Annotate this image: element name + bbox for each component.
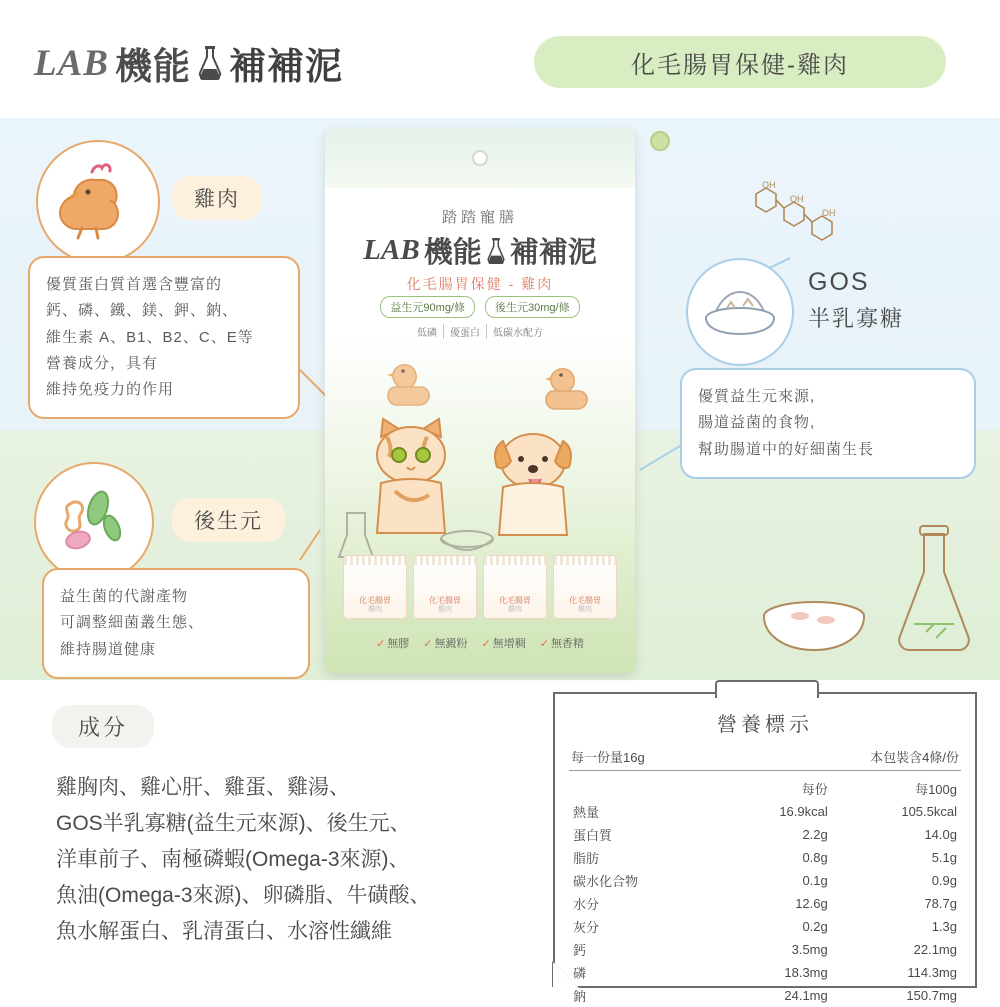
sachet-2 — [483, 555, 547, 619]
package-claims — [325, 635, 635, 651]
gos-line-3: 幫助腸道中的好細菌生長 — [698, 440, 875, 458]
postbiotics-callout — [42, 568, 310, 679]
chicken-line-1: 優質蛋白質首選含豐富的 — [46, 276, 223, 293]
sachet-title-0: 化毛腸胃 — [359, 595, 391, 605]
nutrition-row-8-name: 鈉 — [573, 989, 587, 1004]
check-icon: ✓ — [481, 638, 491, 650]
decorative-flask-icon — [892, 520, 982, 680]
package-title-lab: LAB — [363, 234, 420, 266]
gos-tag-line1: GOS — [808, 268, 870, 296]
package-title-func: 機能 — [423, 237, 482, 269]
sachet-sub-2: 雞肉 — [508, 606, 522, 613]
nutrition-row-3-100g: 0.9g — [931, 873, 957, 888]
nutrition-row-4-100g: 78.7g — [924, 896, 957, 911]
package-claim-2: ✓ 無增稠 — [481, 638, 526, 650]
ingredients-body — [56, 770, 556, 951]
svg-text:OH: OH — [790, 194, 804, 204]
nutrition-col-per-100g: 每100g — [915, 782, 957, 797]
table-row — [569, 869, 961, 892]
table-row — [569, 915, 961, 938]
nutrition-row-3-name: 碳水化合物 — [573, 874, 639, 889]
nutrition-row-7-name: 磷 — [573, 966, 587, 981]
nutrition-row-4-serving: 12.6g — [795, 896, 828, 911]
nutrition-row-6-100g: 22.1mg — [913, 942, 957, 957]
nutrition-card-tab — [715, 680, 819, 698]
sachet-title-3: 化毛腸胃 — [569, 595, 601, 605]
brand-product-text: 補補泥 — [228, 46, 343, 87]
nutrition-title: 營養標示 — [717, 714, 813, 736]
nutrition-col-per-serving: 每份 — [801, 782, 828, 797]
decorative-bowl-icon — [752, 590, 882, 680]
nutrition-row-0-name: 熱量 — [573, 805, 600, 820]
gos-tag-line2: 半乳寡糖 — [808, 306, 905, 331]
nutrition-card — [553, 692, 977, 1004]
sachet-title-1: 化毛腸胃 — [429, 595, 461, 605]
chicken-icon — [36, 140, 160, 264]
package-flask-icon — [486, 238, 506, 264]
package-claim-3: ✓ 無香精 — [539, 638, 584, 650]
package-title — [325, 230, 635, 271]
package-brandline: 踏踏寵膳 — [441, 209, 518, 226]
chicken-line-5: 維持免疫力的作用 — [46, 381, 175, 398]
check-icon: ✓ — [423, 638, 433, 650]
sachet-0 — [343, 555, 407, 619]
bowl-icon — [686, 258, 794, 366]
sachet-seal-0 — [344, 556, 406, 565]
sachet-seal-1 — [414, 556, 476, 565]
chicken-line-4: 營養成分，具有 — [46, 354, 159, 372]
chicken-callout — [28, 256, 300, 419]
postbiotics-tag — [172, 498, 285, 542]
sachet-seal-3 — [554, 556, 616, 565]
package-badge-0: 益生元90mg/條 — [380, 296, 475, 318]
package-title-product: 補補泥 — [509, 237, 597, 269]
package-hang-hole — [472, 150, 488, 166]
bacteria-icon — [34, 462, 154, 582]
package-claim-1: ✓ 無澱粉 — [423, 638, 468, 650]
nutrition-row-5-100g: 1.3g — [931, 919, 957, 934]
sachet-sub-0: 雞肉 — [368, 606, 382, 613]
table-row — [569, 961, 961, 984]
package-feature-0: 低磷 — [411, 324, 444, 339]
postbiotics-line-3: 維持腸道健康 — [60, 640, 157, 658]
nutrition-row-0-serving: 16.9kcal — [779, 804, 828, 819]
nutrition-row-2-100g: 5.1g — [931, 850, 957, 865]
nutrition-row-8-serving: 24.1mg — [784, 988, 828, 1003]
nutrition-table — [569, 777, 961, 1007]
package-feature-1: 優蛋白 — [444, 324, 487, 339]
nutrition-row-7-serving: 18.3mg — [784, 965, 828, 980]
nutrition-card-fold — [553, 962, 579, 988]
ingredients-line-5: 魚水解蛋白、乳清蛋白、水溶性纖維 — [56, 920, 392, 944]
nutrition-row-0-100g: 105.5kcal — [901, 804, 957, 819]
nutrition-pack-label: 本包裝含4條/份 — [870, 750, 959, 765]
nutrition-col-name — [569, 777, 717, 800]
ingredients-line-1: 雞胸肉、雞心肝、雞蛋、雞湯、 — [56, 776, 350, 799]
table-row — [569, 800, 961, 823]
svg-text:OH: OH — [762, 180, 776, 190]
nutrition-divider — [569, 770, 961, 771]
package-badges — [325, 296, 635, 318]
sachet-sub-3: 雞肉 — [578, 606, 592, 613]
ingredients-line-2: GOS半乳寡糖(益生元來源)、後生元、 — [56, 812, 411, 836]
sachet-1 — [413, 555, 477, 619]
nutrition-row-6-serving: 3.5mg — [791, 942, 828, 957]
nutrition-row-6-name: 鈣 — [573, 943, 587, 958]
chicken-line-3: 維生素 A、B1、B2、C、E等 — [46, 328, 254, 346]
nutrition-row-4-name: 水分 — [573, 897, 600, 912]
nutrition-row-7-100g: 114.3mg — [907, 965, 957, 980]
nutrition-row-3-serving: 0.1g — [802, 873, 828, 888]
nutrition-meta — [555, 737, 975, 770]
sachet-title-2: 化毛腸胃 — [499, 595, 531, 605]
sachet-seal-2 — [484, 556, 546, 565]
molecule-icon — [748, 180, 868, 260]
table-row — [569, 823, 961, 846]
package-claim-0: ✓ 無膠 — [376, 638, 410, 650]
postbiotics-line-1: 益生菌的代謝產物 — [60, 588, 189, 605]
sachet-sub-1: 雞肉 — [438, 606, 452, 613]
nutrition-row-5-name: 灰分 — [573, 920, 600, 935]
ingredients-line-4: 魚油(Omega-3來源)、卵磷脂、牛磺酸、 — [56, 884, 431, 908]
table-row — [569, 938, 961, 961]
ingredients-heading — [52, 705, 154, 748]
nutrition-row-2-serving: 0.8g — [802, 850, 828, 865]
product-package — [325, 128, 635, 673]
nutrition-row-1-serving: 2.2g — [802, 827, 828, 842]
nutrition-row-8-100g: 150.7mg — [906, 988, 957, 1003]
package-subtitle: 化毛腸胃保健 - 雞肉 — [406, 276, 554, 292]
nutrition-header-row — [569, 777, 961, 800]
chicken-tag-label: 雞肉 — [194, 188, 240, 211]
postbiotics-line-2: 可調整細菌叢生態、 — [60, 614, 205, 632]
table-row — [569, 892, 961, 915]
nutrition-row-1-100g: 14.0g — [924, 827, 957, 842]
brand-func-text: 機能 — [114, 46, 191, 87]
package-badge-1: 後生元30mg/條 — [485, 296, 580, 318]
sachet-3 — [553, 555, 617, 619]
postbiotics-tag-label: 後生元 — [194, 510, 263, 533]
nutrition-serving-label: 每一份量16g — [571, 750, 645, 765]
flask-icon — [197, 46, 223, 80]
svg-text:OH: OH — [822, 208, 836, 218]
table-row — [569, 984, 961, 1007]
nutrition-row-1-name: 蛋白質 — [573, 828, 613, 843]
package-hanger-dot — [650, 131, 670, 151]
header-category-label: 化毛腸胃保健-雞肉 — [631, 51, 849, 79]
nutrition-row-5-serving: 0.2g — [802, 919, 828, 934]
ingredients-line-3: 洋車前子、南極磷蝦(Omega-3來源)、 — [56, 848, 410, 872]
brand-lab-text: LAB — [34, 42, 109, 84]
header-category-pill — [534, 36, 946, 88]
package-sachets — [339, 555, 621, 619]
chicken-line-2: 鈣、磷、鐵、鎂、鉀、鈉、 — [46, 302, 239, 320]
chicken-tag — [172, 176, 262, 220]
nutrition-row-2-name: 脂肪 — [573, 851, 600, 866]
check-icon: ✓ — [539, 638, 549, 650]
gos-line-1: 優質益生元來源, — [698, 388, 816, 405]
page-title — [34, 36, 343, 90]
table-row — [569, 846, 961, 869]
package-features — [325, 324, 635, 339]
gos-line-2: 腸道益菌的食物, — [698, 414, 816, 432]
check-icon: ✓ — [376, 638, 386, 650]
package-feature-2: 低碳水配方 — [493, 328, 543, 339]
ingredients-heading-label: 成分 — [78, 715, 129, 740]
gos-callout — [680, 368, 976, 479]
